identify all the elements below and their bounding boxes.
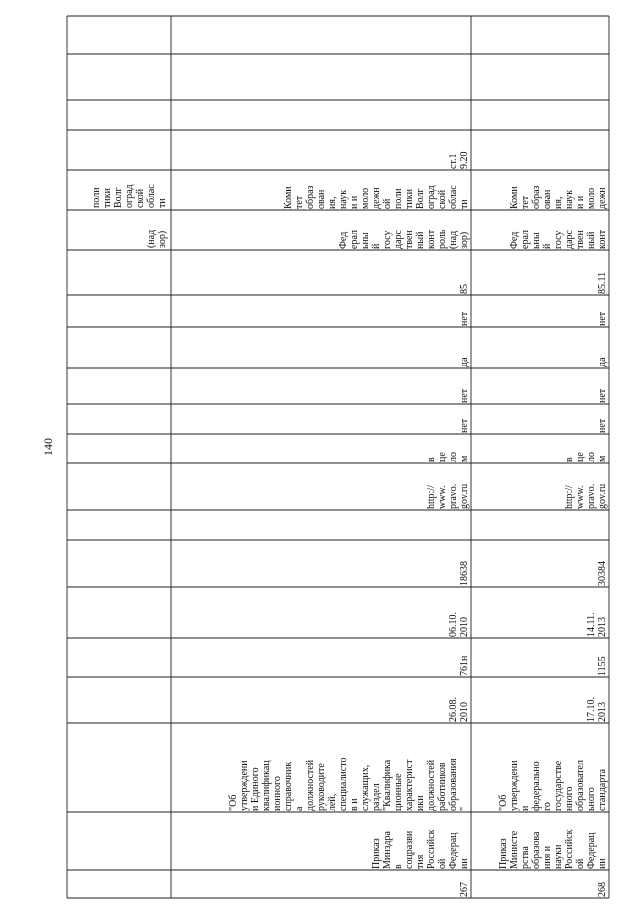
cell-doc-no: 761н <box>459 655 470 676</box>
cell-reg-date: 14.11. 2013 <box>586 612 608 637</box>
cell-url: http:// www. pravo. gov.ru <box>426 483 470 509</box>
cell-flag-2: нет <box>597 388 608 403</box>
cell-reg-no: 30384 <box>597 561 608 586</box>
cell-flag-4: нет <box>459 311 470 326</box>
cell-code: 85.11 <box>597 271 608 294</box>
cell-doc-type: Приказ Министе рства образова ния и науки Российск ой Федерац ии <box>498 829 608 869</box>
cell-doc-no: 1155 <box>597 656 608 676</box>
cell-num: 267 <box>459 882 470 897</box>
cell-flag-3: да <box>459 357 470 367</box>
cell-agency: Коми тет образ ован ия, наук и и моло дежн ой поли тики Волг оград ской облас ти <box>283 185 470 209</box>
cell-date: 26.08. 2010 <box>448 697 470 722</box>
cell-authority: Фед ерал ьны й госу дарс твен ный конт <box>509 229 608 249</box>
cell-num: 268 <box>597 882 608 897</box>
cont-agency-text: поли тики Волг оград ской облас ти <box>91 184 168 208</box>
cont-authority-text: (над зор) <box>146 229 168 248</box>
cell-article: ст.1 9.20 <box>448 151 470 169</box>
cell-code: 85 <box>459 284 470 294</box>
cell-title: "Об утверждени и федерально го государстве нного образовател ьного стандарта <box>498 760 608 811</box>
cell-flag-1: нет <box>597 418 608 433</box>
cell-flag-4: нет <box>597 311 608 326</box>
cell-doc-type: Приказ Минздра в соцразви тия Российск ой Федерац ии <box>371 829 470 869</box>
cell-title: "Об утверждени и Единого квалификац ионного справочник а должностей руководите лей, специалисто в и служащих, раздел "Квалифика ционные характерист ики должностей работников образования " <box>228 757 470 811</box>
cell-flag-1: нет <box>459 418 470 433</box>
cont-cell-authority <box>70 212 168 248</box>
cell-authority: Фед ерал ьны й госу дарс твен ный конт роль (над зор) <box>338 229 470 249</box>
cell-reg-no: 18638 <box>459 561 470 586</box>
cell-flag-2: нет <box>459 388 470 403</box>
cell-date: 17.10. 2013 <box>586 697 608 722</box>
cell-scope: в це ло м <box>426 452 470 462</box>
cell-reg-date: 06.10. 2010 <box>448 612 470 637</box>
cont-cell-agency <box>70 172 168 208</box>
cell-scope: в це ло м <box>564 452 608 462</box>
cell-flag-3: да <box>597 357 608 367</box>
cell-url: http:// www. pravo. gov.ru <box>564 483 608 509</box>
cell-agency: Коми тет образ ован ия, наук и и моло дежн <box>509 185 608 209</box>
page-number: 140 <box>41 438 55 456</box>
